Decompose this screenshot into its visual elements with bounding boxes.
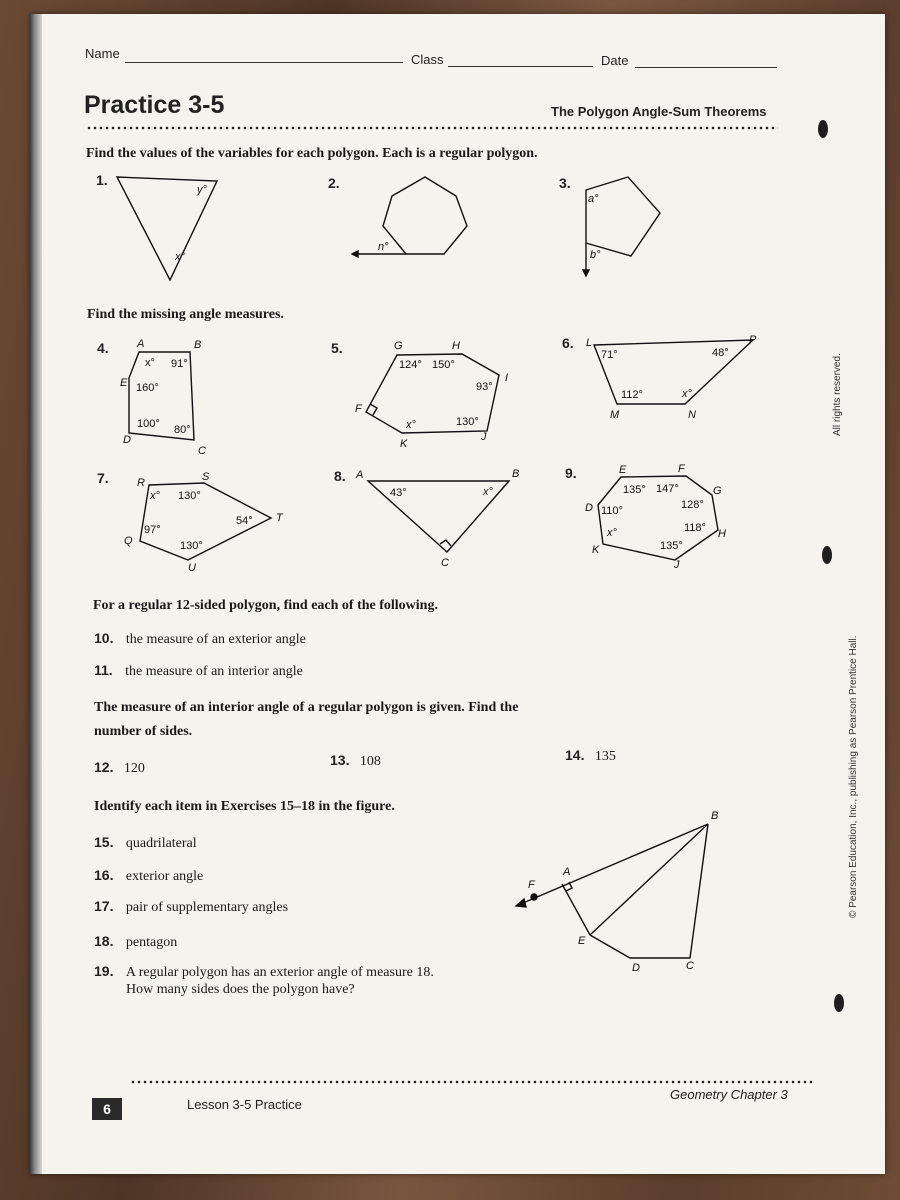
problem-number: 3. <box>559 175 571 191</box>
label: U <box>188 562 196 574</box>
label: J <box>481 431 487 443</box>
label: 110° <box>601 505 623 517</box>
label: H <box>452 340 460 352</box>
figure-3-pentagon <box>586 177 660 256</box>
instructions-missing: Find the missing angle measures. <box>87 307 284 322</box>
label: E <box>120 377 128 389</box>
label: 91° <box>171 358 188 370</box>
label: Q <box>124 535 133 547</box>
problem-number: 7. <box>97 470 109 486</box>
label: 130° <box>456 416 479 428</box>
label: 118° <box>684 522 706 534</box>
exercise-18: 18. pentagon <box>94 933 178 950</box>
label: K <box>592 544 600 556</box>
label: E <box>578 935 586 947</box>
label: G <box>713 485 722 497</box>
label: 97° <box>144 524 161 536</box>
footer-book: Geometry Chapter 3 <box>670 1087 788 1102</box>
label: C <box>198 445 206 457</box>
label: 100° <box>137 418 160 430</box>
label: B <box>512 468 520 480</box>
label: x° <box>483 486 493 498</box>
exercise-15: 15. quadrilateral <box>94 834 197 851</box>
exercise-16: 16. exterior angle <box>94 867 204 884</box>
label: 150° <box>432 359 455 371</box>
label: x° <box>145 357 155 369</box>
exercise-19: 19. A regular polygon has an exterior angle of measure 18. <box>94 963 434 980</box>
label: x° <box>406 419 416 431</box>
label: C <box>686 960 694 972</box>
label: B <box>711 810 719 822</box>
exercise-11: 11. the measure of an interior angle <box>94 662 303 679</box>
page-subtitle: The Polygon Angle-Sum Theorems <box>551 104 767 119</box>
side-copyright: © Pearson Education, Inc., publishing as Pearson Prentice Hall. <box>848 635 859 918</box>
label: P <box>749 334 757 346</box>
label: F <box>355 403 362 415</box>
exercise-17: 17. pair of supplementary angles <box>94 898 289 915</box>
label: D <box>585 502 593 514</box>
label: E <box>619 464 627 476</box>
label: F <box>528 879 535 891</box>
label: C <box>441 557 449 569</box>
label: D <box>632 962 640 974</box>
label: F <box>678 463 685 475</box>
problem-number: 5. <box>331 340 343 356</box>
label: x° <box>607 527 617 539</box>
problem-number: 8. <box>334 468 346 484</box>
label: D <box>123 434 131 446</box>
page-title: Practice 3-5 <box>84 91 225 119</box>
exercise-13: 13. 108 <box>330 752 381 769</box>
label: H <box>718 528 726 540</box>
exercise-14: 14. 135 <box>565 747 616 764</box>
label: 160° <box>136 382 159 394</box>
label: I <box>505 372 509 384</box>
label: A <box>563 866 571 878</box>
label: n° <box>378 241 389 253</box>
label: 80° <box>174 424 191 436</box>
label: R <box>137 477 145 489</box>
label: y° <box>197 184 207 196</box>
label: B <box>194 339 202 351</box>
instructions-interior-1: The measure of an interior angle of a regular polygon is given. Find the <box>94 700 519 715</box>
label: N <box>688 409 696 421</box>
label: K <box>400 438 408 450</box>
label: x° <box>150 490 160 502</box>
problem-number: 6. <box>562 335 574 351</box>
problem-number: 2. <box>328 175 340 191</box>
label: x° <box>175 251 185 263</box>
label: 43° <box>390 487 407 499</box>
problem-number: 9. <box>565 465 577 481</box>
label: 48° <box>712 347 729 359</box>
label: 130° <box>180 540 203 552</box>
label: 135° <box>660 540 683 552</box>
exercise-10: 10. the measure of an exterior angle <box>94 630 306 647</box>
figure-6-quadrilateral <box>594 340 753 404</box>
label: A <box>356 469 364 481</box>
instructions-identify: Identify each item in Exercises 15–18 in the figure. <box>94 799 395 814</box>
label: M <box>610 409 620 421</box>
instructions-interior-2: number of sides. <box>94 724 193 739</box>
label: 135° <box>623 484 646 496</box>
label: 128° <box>681 499 704 511</box>
label: L <box>586 337 593 349</box>
label: 130° <box>178 490 201 502</box>
footer-lesson: Lesson 3-5 Practice <box>187 1097 302 1112</box>
label: 147° <box>656 483 679 495</box>
class-label: Class <box>411 52 444 67</box>
label: 93° <box>476 381 493 393</box>
problem-number: 1. <box>96 172 108 188</box>
label: 112° <box>621 389 643 401</box>
label: J <box>674 559 680 571</box>
label: 71° <box>601 349 618 361</box>
label: b° <box>590 249 601 261</box>
label: T <box>276 512 283 524</box>
label: G <box>394 340 403 352</box>
label: 124° <box>399 359 422 371</box>
date-label: Date <box>601 53 629 68</box>
name-label: Name <box>85 46 120 61</box>
label: S <box>202 471 210 483</box>
exercise-12: 12. 120 <box>94 759 145 776</box>
page-number-badge: 6 <box>92 1098 122 1120</box>
label: x° <box>682 388 692 400</box>
problem-number: 4. <box>97 340 109 356</box>
figure-15-18-diagram <box>516 824 708 958</box>
exercise-19-line-2: How many sides does the polygon have? <box>126 982 355 997</box>
label: A <box>137 338 145 350</box>
side-rights: All rights reserved. <box>832 353 843 436</box>
instructions-regular: Find the values of the variables for each polygon. Each is a regular polygon. <box>86 146 538 161</box>
label: a° <box>588 193 599 205</box>
figure-2-heptagon <box>383 177 467 254</box>
instructions-12-sided: For a regular 12-sided polygon, find each of the following. <box>93 598 438 613</box>
label: 54° <box>236 515 253 527</box>
footer-dotted-rule <box>130 1080 812 1084</box>
